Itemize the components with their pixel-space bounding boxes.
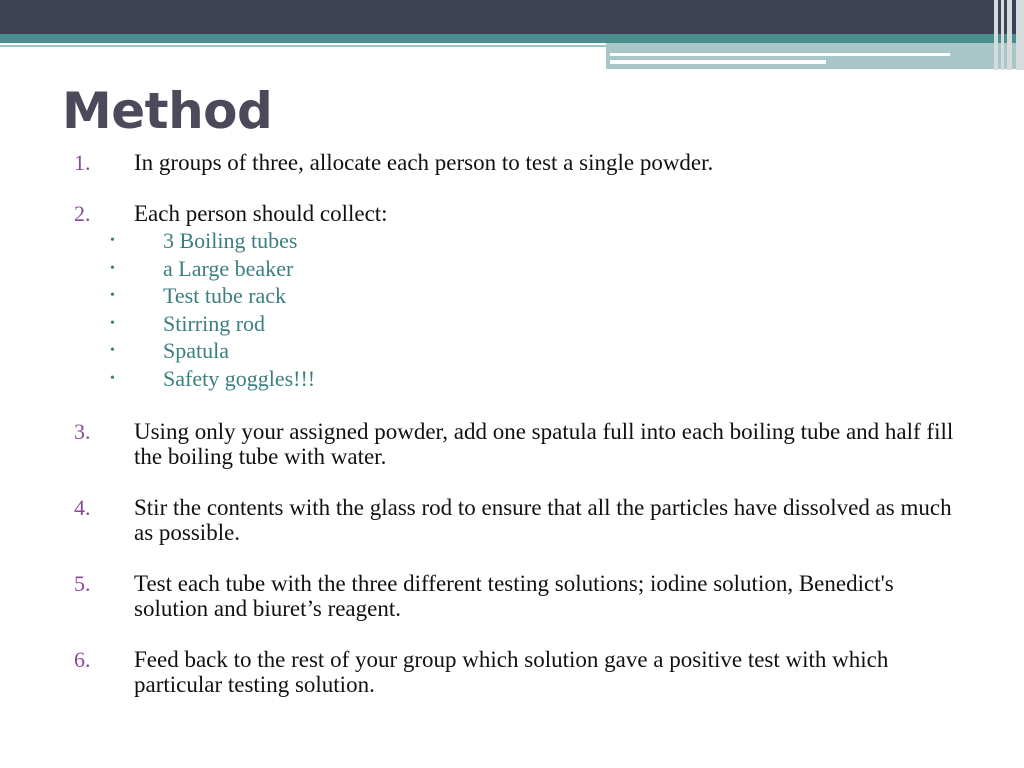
collect-item-label: a Large beaker	[163, 255, 294, 281]
list-item	[0, 228, 1024, 256]
step-5	[0, 571, 1024, 621]
step-number: 2.	[74, 201, 91, 226]
step-3	[0, 419, 1024, 469]
step-1	[0, 150, 1024, 175]
collect-item-label: Stirring rod	[163, 310, 266, 336]
step-text: Feed back to the rest of your group which solution gave a positive test with which particular testing solution.	[134, 647, 889, 697]
header-band	[0, 0, 1024, 34]
list-item	[0, 338, 1024, 366]
bullet-icon: •	[110, 315, 115, 331]
step-number: 5.	[74, 571, 91, 596]
step-2	[0, 201, 1024, 393]
slide-title: Method	[62, 82, 273, 140]
header-edge-stripes	[994, 0, 1024, 70]
bullet-icon: •	[110, 233, 115, 248]
bullet-icon: •	[110, 260, 115, 276]
collect-item-label: 3 Boiling tubes	[163, 228, 298, 253]
header-accent-line	[610, 53, 950, 56]
header-accent-line	[610, 60, 826, 64]
step-4	[0, 495, 1024, 545]
step-number: 1.	[74, 150, 91, 175]
step-text: Each person should collect:	[134, 201, 388, 226]
list-item	[0, 311, 1024, 339]
bullet-icon: •	[110, 370, 115, 386]
step-number: 4.	[74, 495, 91, 520]
collect-item-label: Safety goggles!!!	[163, 365, 316, 391]
list-item	[0, 256, 1024, 284]
list-item	[0, 283, 1024, 311]
header-accent-block	[606, 43, 1024, 69]
header-teal-stripe	[0, 34, 1024, 43]
bullet-icon: •	[110, 288, 115, 303]
list-item	[0, 366, 1024, 394]
collect-list	[0, 228, 1024, 393]
step-6	[0, 647, 1024, 697]
collect-item-label: Spatula	[163, 338, 229, 363]
method-steps	[0, 150, 1024, 723]
step-text: Stir the contents with the glass rod to ensure that all the particles have dissolved as much as possible.	[134, 495, 952, 545]
bullet-icon: •	[110, 343, 115, 358]
step-number: 3.	[74, 419, 91, 444]
step-number: 6.	[74, 647, 91, 672]
step-text: Test each tube with the three different testing solutions; iodine solution, Benedict's solution and biuret’s reagent.	[134, 571, 894, 621]
collect-item-label: Test tube rack	[163, 283, 287, 308]
step-text: Using only your assigned powder, add one spatula full into each boiling tube and half fill the boiling tube with water.	[134, 419, 954, 469]
step-text: In groups of three, allocate each person to test a single powder.	[134, 150, 714, 175]
